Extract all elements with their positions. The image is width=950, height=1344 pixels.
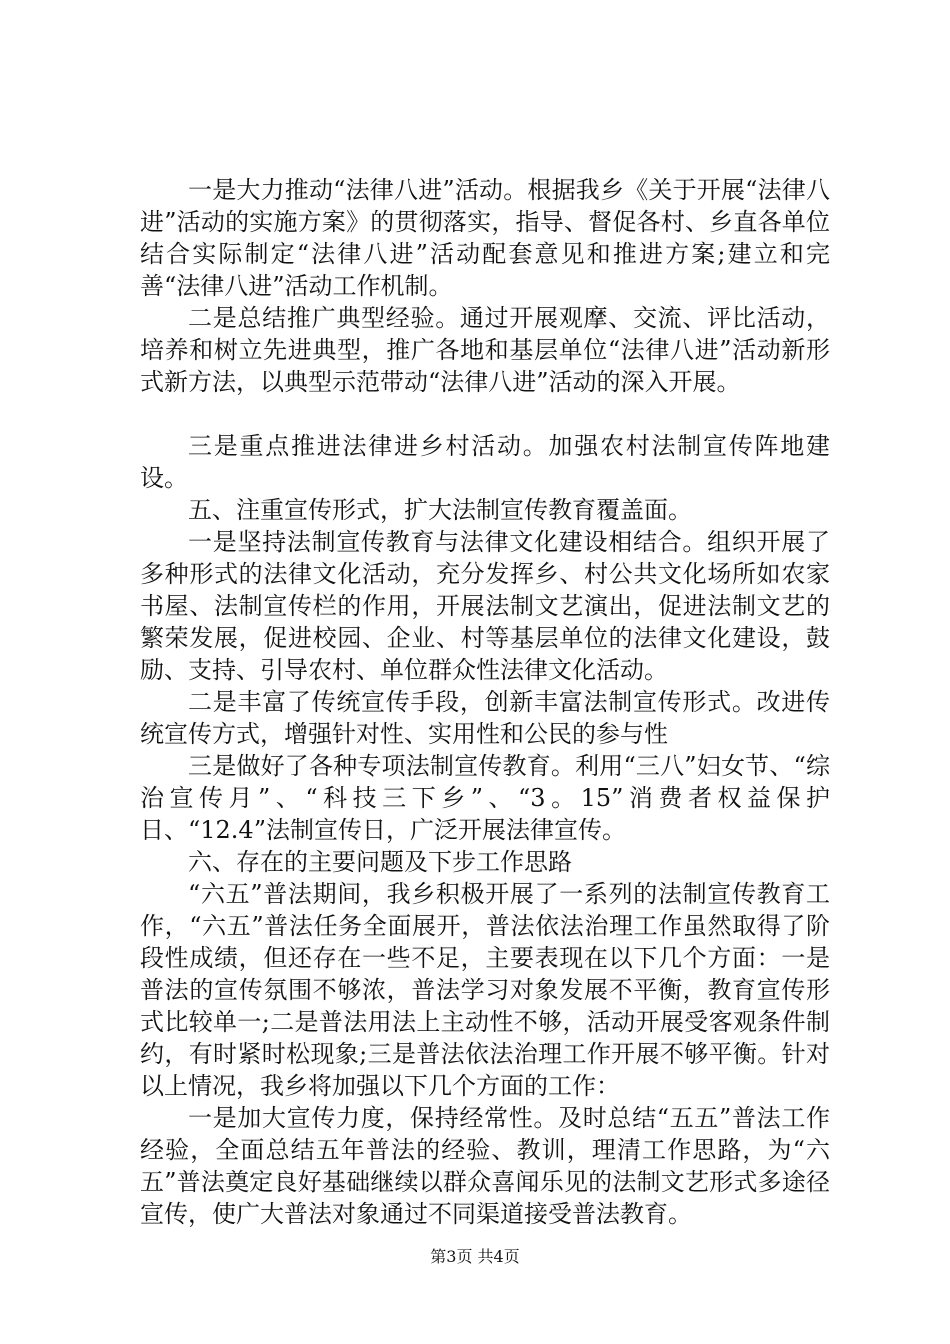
body-text	[140, 174, 830, 1230]
page-number-label: 第3页 共4页	[430, 1247, 520, 1266]
paragraph-6: 三是做好了各种专项法制宣传教育。利用“三八”妇女节、“综治宣传月”、“科技三下乡”、“3。15”消费者权益保护日、“12.4”法制宣传日，广泛开展法律宣传。	[140, 752, 830, 844]
paragraph-5: 二是丰富了传统宣传手段，创新丰富法制宣传形式。改进传统宣传方式，增强针对性、实用性和公民的参与性	[140, 688, 830, 748]
paragraph-2: 二是总结推广典型经验。通过开展观摩、交流、评比活动，培养和树立先进典型，推广各地和基层单位“法律八进”活动新形式新方法，以典型示范带动“法律八进”活动的深入开展。	[140, 304, 830, 396]
paragraph-1: 一是大力推动“法律八进”活动。根据我乡《关于开展“法律八进”活动的实施方案》的贯彻落实，指导、督促各村、乡直各单位结合实际制定“法律八进”活动配套意见和推进方案;建立和完善“法律八进”活动工作机制。	[140, 176, 830, 300]
paragraph-3: 三是重点推进法律进乡村活动。加强农村法制宣传阵地建设。	[140, 432, 830, 492]
paragraph-7: “六五”普法期间，我乡积极开展了一系列的法制宣传教育工作，“六五”普法任务全面展开，普法依法治理工作虽然取得了阶段性成绩，但还存在一些不足，主要表现在以下几个方面：一是普法的宣传氛围不够浓，普法学习对象发展不平衡，教育宣传形式比较单一;二是普法用法上主动性不够，活动开展受客观条件制约，有时紧时松现象;三是普法依法治理工作开展不够平衡。针对以上情况，我乡将加强以下几个方面的工作：	[140, 880, 830, 1100]
section-heading-5: 五、注重宣传形式，扩大法制宣传教育覆盖面。	[188, 496, 692, 524]
section-heading-6: 六、存在的主要问题及下步工作思路	[188, 848, 572, 876]
paragraph-8: 一是加大宣传力度，保持经常性。及时总结“五五”普法工作经验，全面总结五年普法的经验、教训，理清工作思路，为“六五”普法奠定良好基础继续以群众喜闻乐见的法制文艺形式多途径宣传，使广大普法对象通过不同渠道接受普法教育。	[140, 1104, 830, 1228]
paragraph-4: 一是坚持法制宣传教育与法律文化建设相结合。组织开展了多种形式的法律文化活动，充分发挥乡、村公共文化场所如农家书屋、法制宣传栏的作用，开展法制文艺演出，促进法制文艺的繁荣发展，促进校园、企业、村等基层单位的法律文化建设，鼓励、支持、引导农村、单位群众性法律文化活动。	[140, 528, 830, 684]
page-footer	[0, 1244, 950, 1267]
